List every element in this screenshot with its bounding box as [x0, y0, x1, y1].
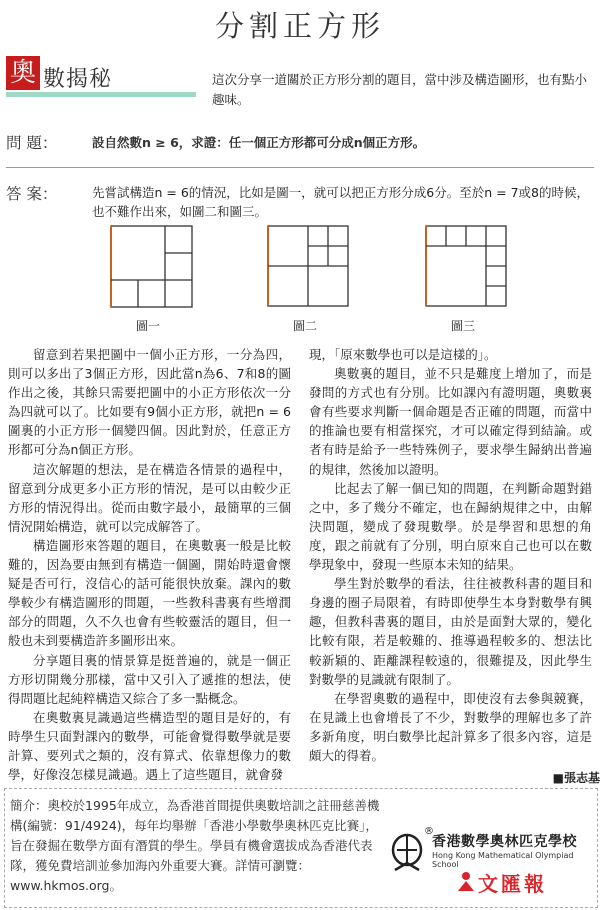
article-title: 分割正方形 [214, 9, 385, 43]
figure-1-diagram [111, 226, 192, 307]
right-paragraph-4: 在學習奧數的過程中，即使沒有去參與競賽，在見識上也會增長了不少，對數學的理解也多了許多新角度，明白數學比起計算多了很多內容，這是頗大的得着。 [309, 690, 592, 763]
hkmos-logo-icon [389, 830, 425, 874]
right-paragraph-1: 奧數裏的題目，並不只是難度上增加了，而是發問的方式也有分別。比如課內有證明題，奧數裏會有些要求判斷一個命題是否正確的問題，而當中的推論也要有相當探究，才可以確定得到結論。或者有時是給予一些特殊例子，要求學生歸納出普遍的規律，然後加以證明。 [309, 366, 592, 477]
left-paragraph-3: 構造圖形來答題的題目，在奧數裏一般是比較難的，因為要由無到有構造一個圖，開始時還會懷疑是否可行，沒信心的話可能很快放棄。課內的數學較少有構造圖形的問題，一些教科書裏有些增潤部分的問題，久不久也會有些較靈活的題目，但一般也未到要構造許多圖形出來。 [8, 537, 291, 649]
answer-label: 答 案： [6, 185, 58, 203]
brand-logo-char: 奧 [9, 58, 36, 88]
intro-text: 這次分享一道關於正方形分割的題目，當中涉及構造圖形，也有點小趣味。 [212, 72, 588, 107]
left-paragraph-5: 在奧數裏見識過這些構造型的題目是好的，有時學生只面對課內的數學，可能會覺得數學就是要計算、要列式之類的，沒有算式、依靠想像力的數學，好像沒怎樣見識過。遇上了這些題目，就會發 [8, 709, 291, 783]
right-paragraph-2: 比起去了解一個已知的問題，在判斷命題對錯之中，多了幾分不確定，也在歸納規律之中，由解決問題，變成了發現數學。於是學習和思想的角度，跟之前就有了分別，明白原來自己也可以在數學現象中，發現一些原本未知的結果。 [309, 480, 592, 573]
registered-mark: ® [424, 826, 434, 837]
divider [6, 167, 594, 168]
figure-3-diagram [426, 226, 506, 306]
left-paragraph-1: 留意到若果把圖中一個小正方形，一分為四，則可以多出了3個正方形，因此當n為6、7和8的圖作出之後，其餘只需要把圖中的小正方形依次一分為四就可以了。比如要有9個小正方形，就把n = 6圖裏的小正方形一個變四個。因此對於，任意正方形都可分為n個正方形。 [8, 347, 291, 458]
school-name-chinese: 香港數學奧林匹克學校 [432, 834, 577, 850]
newspaper-logo-icon [456, 870, 476, 892]
right-paragraph-3: 學生對於數學的看法，往往被教科書的題目和身邊的圈子局限着，有時即使學生本身對數學有興趣，但教科書裏的題目，由於是面對大眾的，變化比較有限，若是較難的、推導過程較多的、想法比較新穎的、距離課程較遠的，很難提及，因此學生對數學的見識就有限制了。 [309, 576, 592, 687]
newspaper-name: 文匯報 [478, 872, 547, 896]
left-column [8, 345, 291, 784]
figure-3-caption: 圖三 [451, 319, 476, 333]
question-label: 問 題： [6, 134, 58, 152]
figures-diagram [0, 220, 600, 315]
answer-text: 先嘗試構造n = 6的情況，比如是圖一，就可以把正方形分成6分。至於n = 7或8的時候，也不難作出來，如圖二和圖三。 [92, 185, 589, 219]
figure-2-caption: 圖二 [293, 319, 318, 333]
left-paragraph-4: 分享題目裏的情景算是挺普遍的，就是一個正方形切開幾分那樣，當中又引入了遞推的想法，使得問題比起純粹構造又綜合了多一點概念。 [8, 652, 291, 706]
brand-underline [6, 92, 196, 97]
school-name-english: Hong Kong Mathematical Olympiad School [432, 851, 574, 869]
figure-2-diagram [268, 226, 348, 306]
figure-1-outline [111, 226, 192, 307]
question-text: 設自然數n ≥ 6，求證：任一個正方形都可分成n個正方形。 [92, 135, 426, 150]
figure-1-caption: 圖一 [136, 319, 161, 333]
footer-intro-text: 簡介：奧校於1995年成立，為香港首間提供奧數培訓之註冊慈善機構(編號：91/4924)，每年均舉辦「香港小學數學奧林匹克比賽」，旨在發掘在數學方面有潛質的學生。學員有機會選拔成為香港代表隊，獲免費培訓並參加海內外重要大賽。詳情可瀏覽：www.hkmos.org。 [10, 798, 380, 893]
left-paragraph-2: 這次解題的想法，是在構造各情景的過程中，留意到分成更多小正方形的情況，是可以由較少正方形的情況得出。從而由數字最小，最簡單的三個情況開始構造，就可以完成解答了。 [8, 461, 291, 534]
right-column [309, 345, 592, 765]
author-signature: ■張志基 [552, 771, 600, 785]
right-paragraph-continued: 現，「原來數學也可以是這樣的」。 [309, 347, 497, 362]
brand-name: 數揭秘 [43, 67, 113, 92]
